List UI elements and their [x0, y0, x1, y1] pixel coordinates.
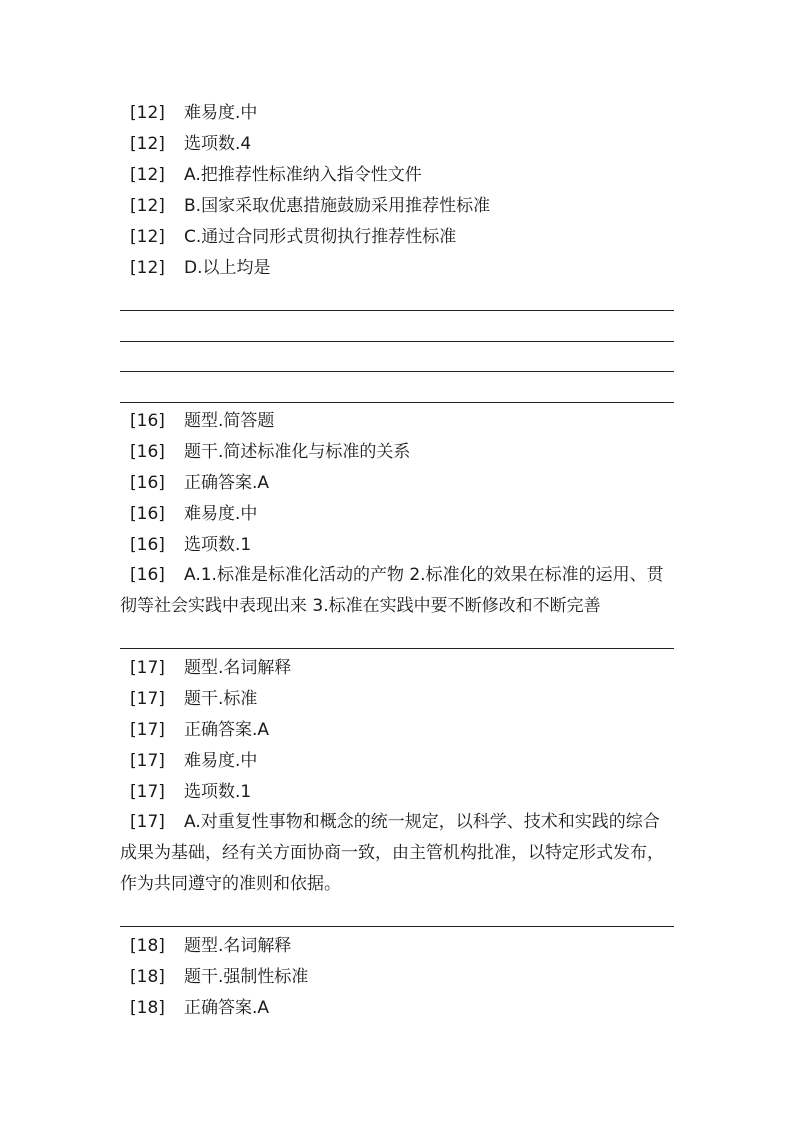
line-text: 正确答案.A [184, 473, 270, 493]
block17-line [130, 749, 257, 773]
question-number: [16] [130, 504, 165, 524]
block12-line [130, 132, 251, 156]
answer-text: A.对重复性事物和概念的统一规定，以科学、技术和实践的综合成果为基础，经有关方面协商一致，由主管机构批准，以特定形式发布，作为共同遵守的准则和依据。 [120, 812, 664, 894]
question-number: [18] [130, 936, 165, 956]
line-text: 选项数.4 [184, 134, 252, 154]
line-text: 难易度.中 [184, 504, 258, 524]
block16-answer [120, 560, 675, 622]
line-text: 题型.名词解释 [184, 658, 292, 678]
block16-line [130, 409, 274, 433]
block17-line [130, 656, 291, 680]
question-number: [17] [130, 720, 165, 740]
question-number: [18] [130, 998, 165, 1018]
block18-line [130, 965, 308, 989]
block17-line [130, 718, 269, 742]
question-number: [16] [130, 535, 165, 555]
line-text: 选项数.1 [184, 782, 252, 802]
line-text: B.国家采取优惠措施鼓励采用推荐性标准 [184, 196, 491, 216]
question-number: [17] [130, 658, 165, 678]
line-text: 正确答案.A [184, 720, 270, 740]
question-number: [17] [130, 782, 165, 802]
block12-line [130, 194, 490, 218]
line-text: 难易度.中 [184, 751, 258, 771]
question-number: [17] [130, 751, 165, 771]
line-text: 难易度.中 [184, 103, 258, 123]
question-number: [17] [130, 689, 165, 709]
question-number: [18] [130, 967, 165, 987]
block16-line [130, 471, 269, 495]
question-number: [12] [130, 134, 165, 154]
block17-line [130, 780, 251, 804]
question-number: [16] [130, 442, 165, 462]
block16-line [130, 440, 410, 464]
line-text: A.把推荐性标准纳入指令性文件 [184, 165, 422, 185]
line-text: 选项数.1 [184, 535, 252, 555]
separator-rule [120, 402, 674, 403]
line-text: 题型.简答题 [184, 411, 275, 431]
question-number: [17] [130, 812, 165, 832]
separator-rule [120, 341, 674, 342]
question-number: [12] [130, 227, 165, 247]
block12-line [130, 101, 257, 125]
line-text: 正确答案.A [184, 998, 270, 1018]
question-number: [12] [130, 258, 165, 278]
line-text: D.以上均是 [184, 258, 271, 278]
question-number: [16] [130, 411, 165, 431]
question-number: [16] [130, 473, 165, 493]
block17-line [130, 687, 257, 711]
question-number: [12] [130, 196, 165, 216]
separator-rule [120, 310, 674, 311]
line-text: 题干.简述标准化与标准的关系 [184, 442, 411, 462]
block17-answer [120, 807, 675, 900]
block18-line [130, 934, 291, 958]
block12-line [130, 225, 456, 249]
block16-line [130, 502, 257, 526]
question-number: [12] [130, 165, 165, 185]
answer-text: A.1.标准是标准化活动的产物 2.标准化的效果在标准的运用、贯彻等社会实践中表现出来 3.标准在实践中要不断修改和不断完善 [120, 565, 664, 616]
line-text: C.通过合同形式贯彻执行推荐性标准 [184, 227, 457, 247]
line-text: 题干.强制性标准 [184, 967, 309, 987]
block12-line [130, 163, 422, 187]
separator-rule [120, 926, 674, 927]
line-text: 题干.标准 [184, 689, 258, 709]
block18-line [130, 996, 269, 1020]
separator-rule [120, 371, 674, 372]
block16-line [130, 533, 251, 557]
line-text: 题型.名词解释 [184, 936, 292, 956]
separator-rule [120, 648, 674, 649]
block12-line [130, 256, 271, 280]
question-number: [16] [130, 565, 165, 585]
question-number: [12] [130, 103, 165, 123]
